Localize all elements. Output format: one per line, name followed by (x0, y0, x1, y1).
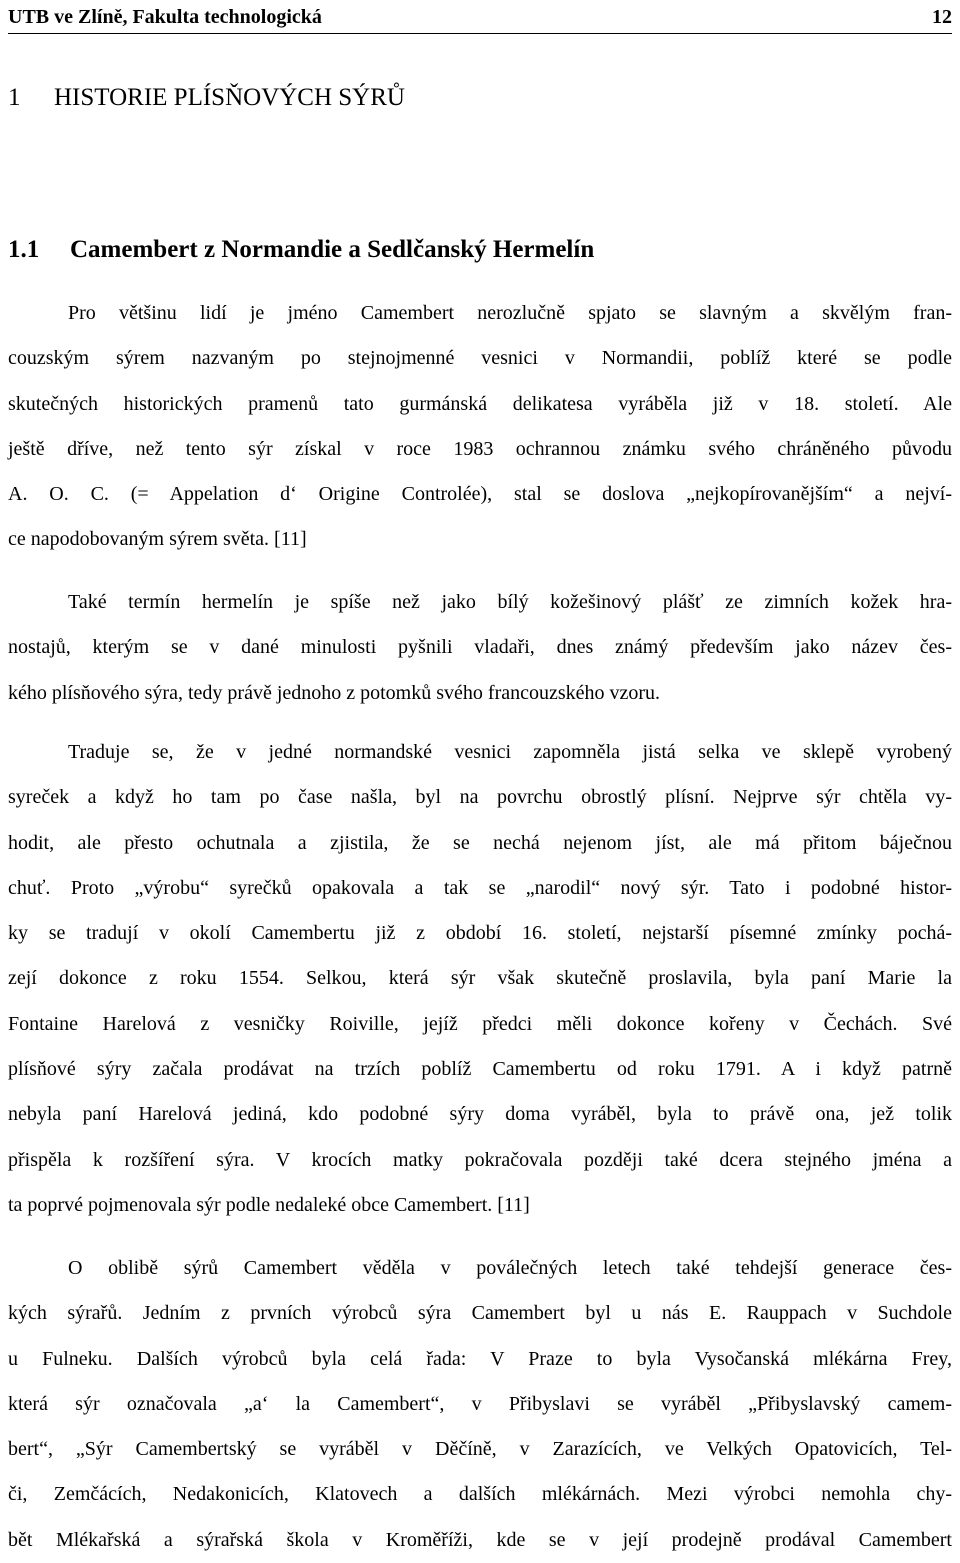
paragraph-line: přispěla k rozšíření sýra. V krocích matky pokračovala později také dcera stejného jména a (8, 1148, 952, 1171)
paragraph-line: kého plísňového sýra, tedy právě jednoho z potomků svého francouzského vzoru. (8, 681, 661, 704)
paragraph-line: nostajů, kterým se v dané minulosti pyšnili vladaři, dnes známý především jako název čes- (8, 636, 952, 659)
paragraph-line: ky se tradují v okolí Camembertu již z období 16. století, nejstarší písemné zmínky pochá- (8, 922, 952, 945)
section-number: 1.1 (8, 236, 40, 263)
paragraph-line: bert“, „Sýr Camembertský se vyráběl v Děčíně, v Zarazících, ve Velkých Opatovicích, Tel- (8, 1438, 952, 1461)
paragraph-hermelin-term (8, 580, 952, 716)
paragraph-line: chuť. Proto „výrobu“ syrečků opakovala a tak se „narodil“ nový sýr. Tato i podobné histor- (8, 876, 952, 899)
section-title: Camembert z Normandie a Sedlčanský Hermelín (70, 236, 595, 263)
paragraph-line: Také termín hermelín je spíše než jako bílý kožešinový plášť ze zimních kožek hra- (68, 591, 952, 613)
paragraph-line: kých sýrařů. Jedním z prvních výrobců sýra Camembert byl u nás E. Rauppach v Suchdole (8, 1302, 952, 1325)
paragraph-line: ce napodobovaným sýrem světa. [11] (8, 528, 307, 551)
section-heading (8, 232, 594, 268)
running-header (8, 4, 952, 30)
paragraph-line: Fontaine Harelová z vesničky Roiville, jejíž předci měli dokonce kořeny v Čechách. Své (8, 1012, 952, 1035)
paragraph-line: syreček a když ho tam po čase našla, byl na povrchu obrostlý plísní. Nejprve sýr chtěla vy- (8, 786, 952, 809)
paragraph-line: couzským sýrem nazvaným po stejnojmenné vesnici v Normandii, poblíž které se podle (8, 347, 952, 370)
chapter-number: 1 (8, 84, 21, 111)
paragraph-line: hodit, ale přesto ochutnala a zjistila, že se nechá nejenom jíst, ale má přitom báječnou (8, 831, 952, 854)
paragraph-line: či, Zemčácích, Nedakonicích, Klatovech a dalších mlékárnách. Mezi výrobci nemohla chy- (8, 1483, 952, 1506)
page-number: 12 (932, 6, 952, 28)
paragraph-line: A. O. C. (= Appelation d‘ Origine Controlée), stal se doslova „nejkopírovanějším“ a nejví- (8, 483, 952, 506)
paragraph-line: skutečných historických pramenů tato gurmánská delikatesa vyráběla již v 18. století. Ale (8, 392, 952, 415)
paragraph-line: Pro většinu lidí je jméno Camembert nerozlučně spjato se slavným a skvělým fran- (68, 302, 952, 324)
paragraph-line: bět Mlékařská a sýrařská škola v Kroměříži, kde se v její prodejně prodával Camembert (8, 1528, 952, 1551)
paragraph-legend (8, 730, 952, 1228)
header-rule (8, 33, 952, 34)
paragraph-line: Traduje se, že v jedné normandské vesnici zapomněla jistá selka ve sklepě vyrobený (68, 741, 952, 763)
paragraph-line: nebyla paní Harelová jediná, kdo podobné sýry doma vyráběl, byla to právě ona, jež tolik (8, 1103, 952, 1126)
paragraph-line: u Fulneku. Dalších výrobců byla celá řada: V Praze to byla Vysočanská mlékárna Frey, (8, 1347, 952, 1370)
paragraph-line: O oblibě sýrů Camembert věděla v poválečných letech také tehdejší generace čes- (68, 1257, 952, 1279)
paragraph-line: zejí dokonce z roku 1554. Selkou, která sýr však skutečně proslavila, byla paní Marie la (8, 967, 952, 990)
paragraph-czech-producers (8, 1246, 952, 1563)
header-title: UTB ve Zlíně, Fakulta technologická (8, 6, 322, 28)
paragraph-line: ta poprvé pojmenovala sýr podle nedaleké obce Camembert. [11] (8, 1193, 530, 1216)
chapter-heading (8, 80, 405, 116)
chapter-title: HISTORIE PLÍSŇOVÝCH SÝRŮ (54, 84, 405, 111)
paragraph-line: plísňové sýry začala prodávat na trzích poblíž Camembertu od roku 1791. A i když patrně (8, 1058, 952, 1081)
paragraph-camembert-intro (8, 291, 952, 563)
paragraph-line: která sýr označovala „a‘ la Camembert“, v Přibyslavi se vyráběl „Přibyslavský camem- (8, 1392, 952, 1415)
paragraph-line: ještě dříve, než tento sýr získal v roce 1983 ochrannou známku svého chráněného původu (8, 437, 952, 460)
